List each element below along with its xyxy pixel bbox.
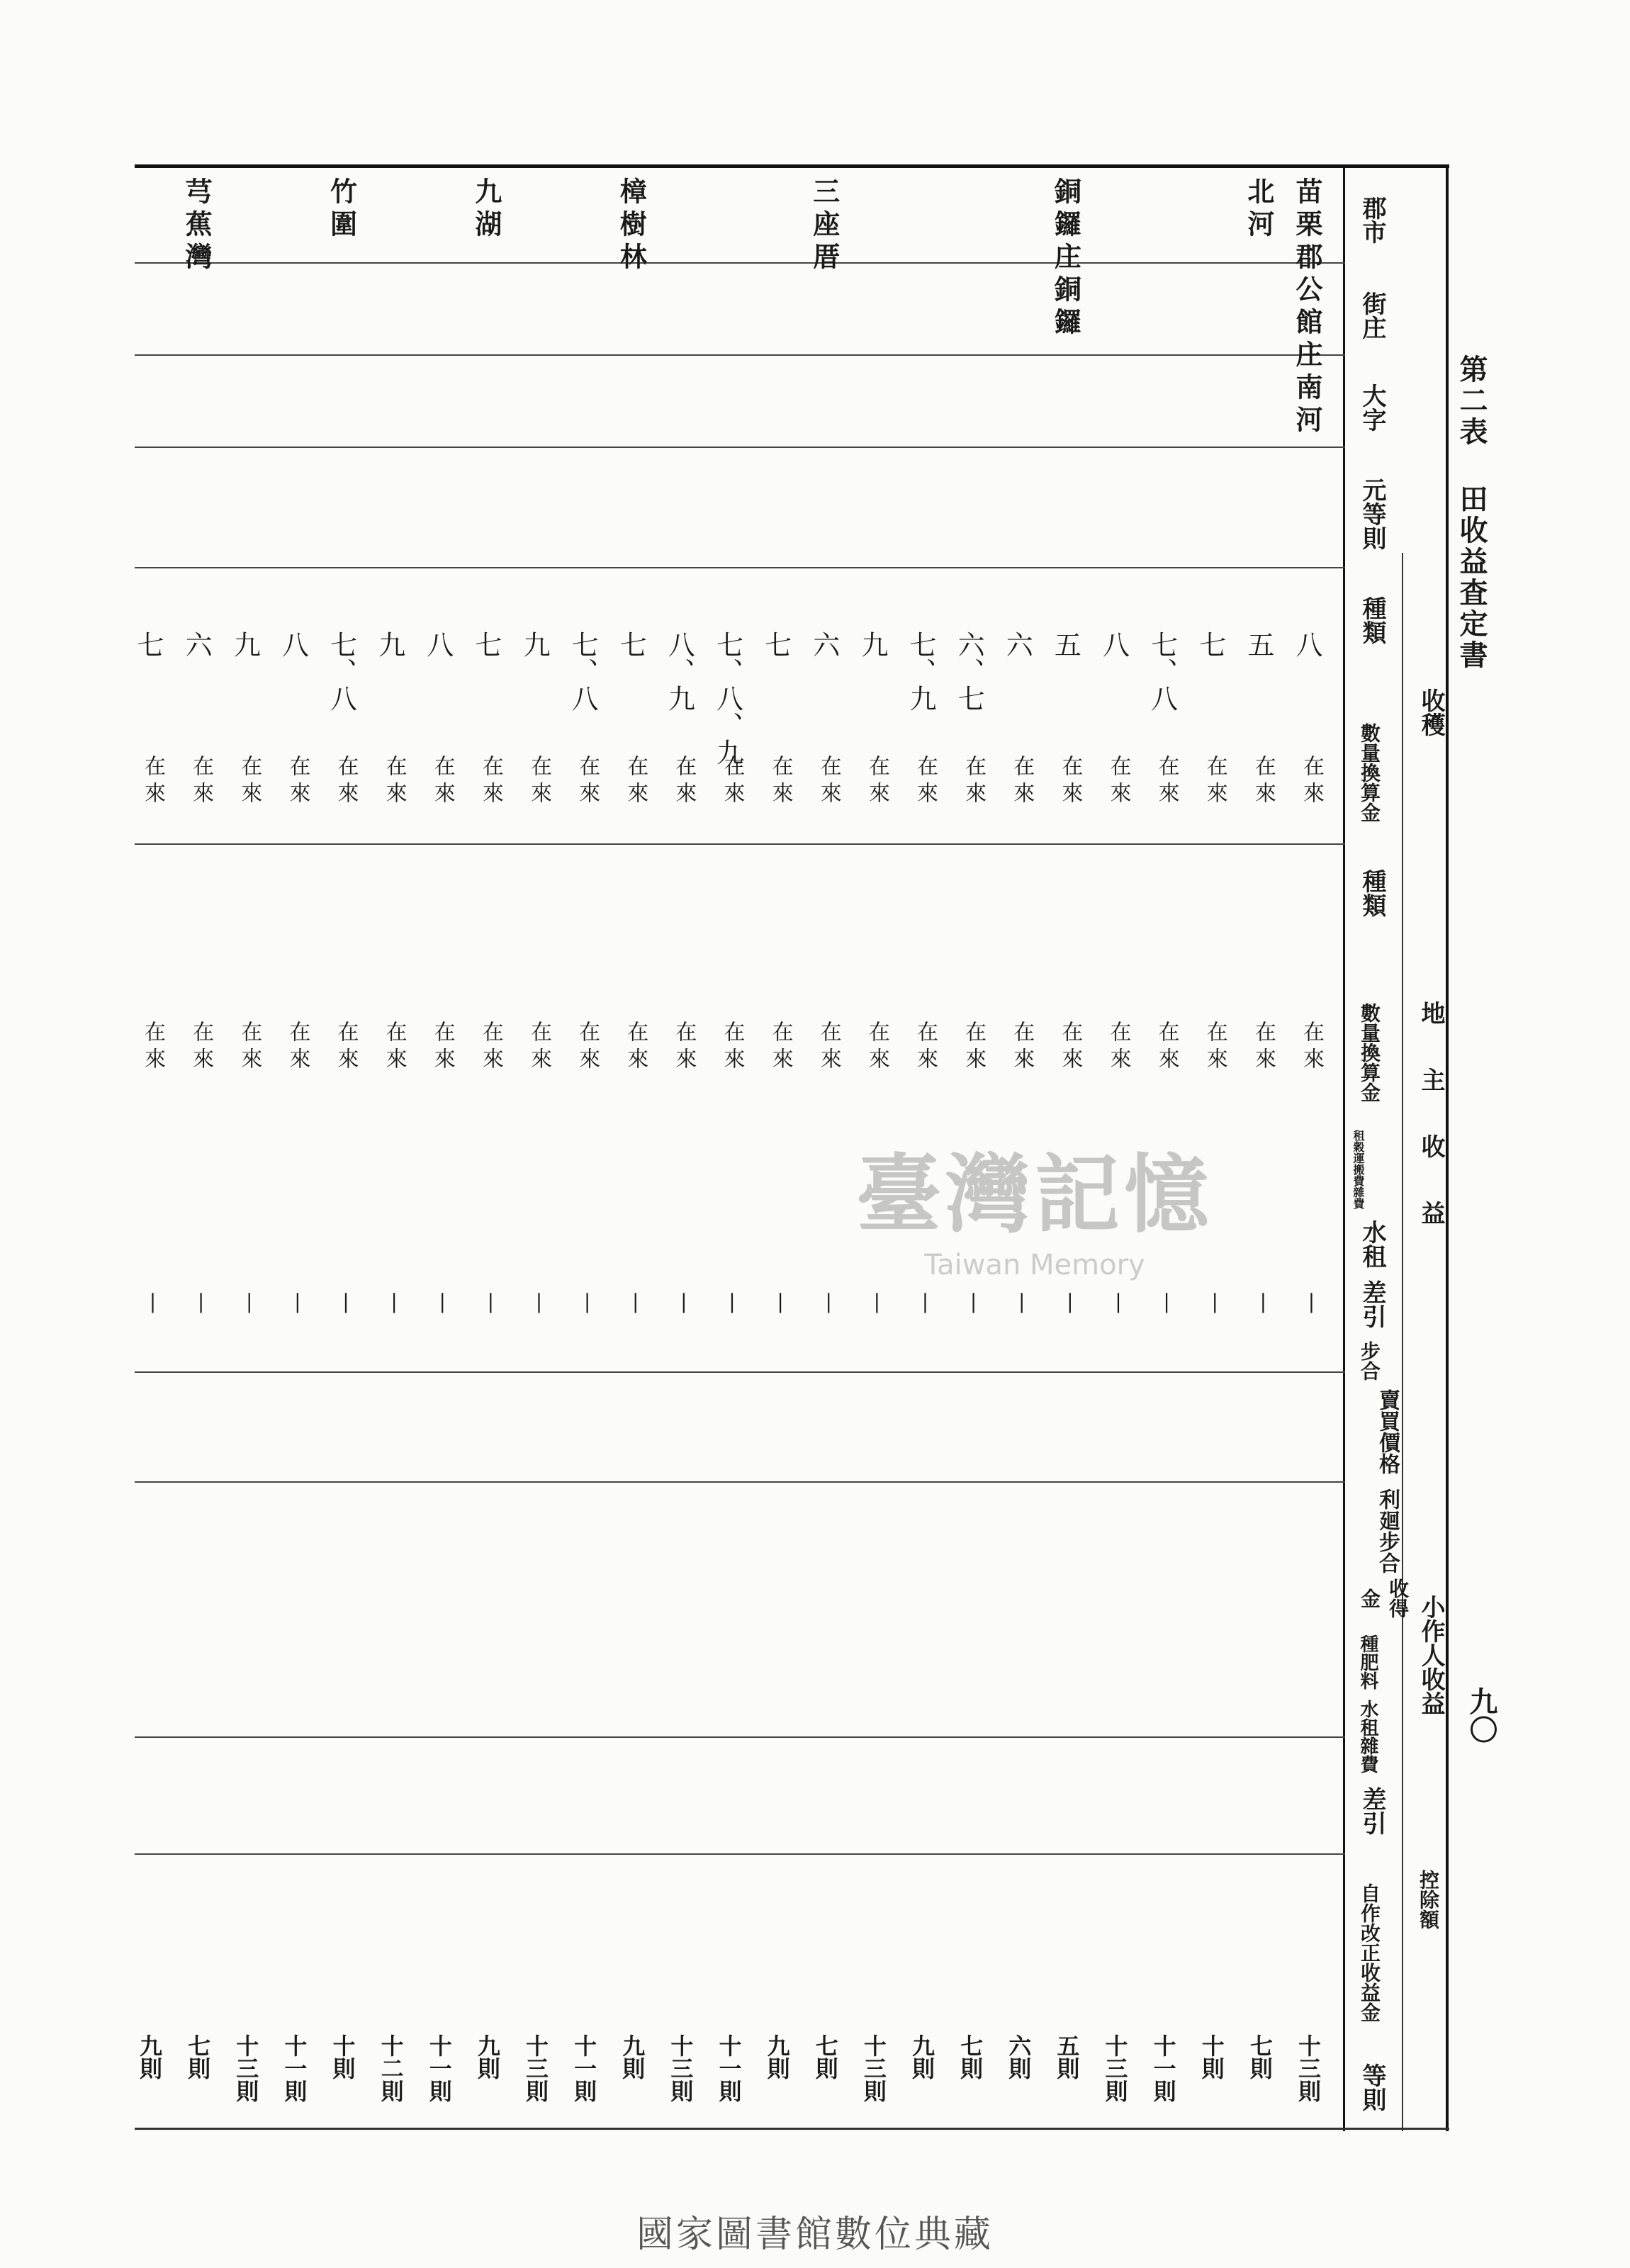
grade-cell: 七、八、九 [712, 631, 743, 765]
header-gun-shi: 郡市 [1358, 196, 1386, 244]
harvest-crop-cell: 在來 [1250, 755, 1276, 809]
rank-cell: 九則 [763, 2034, 791, 2079]
rank-cell: 十三則 [1295, 2034, 1322, 2102]
table-column [127, 170, 164, 2126]
table-column [658, 170, 695, 2126]
landlord-crop-cell: 在來 [478, 1021, 503, 1074]
rank-cell: 十三則 [667, 2034, 695, 2102]
landlord-crop-cell: 在來 [719, 1021, 745, 1074]
fee-dash-cell: | [430, 1290, 454, 1313]
rank-cell: 十一則 [715, 2034, 743, 2102]
grade-cell: 六、七 [953, 631, 985, 712]
header-tenant-income: 收得金 [1358, 1578, 1410, 1618]
header-ratio: 步合 [1358, 1341, 1381, 1381]
fee-dash-cell: | [1154, 1290, 1179, 1313]
rank-cell: 十三則 [522, 2034, 549, 2102]
table-column [513, 170, 550, 2126]
fee-dash-cell: | [334, 1290, 358, 1313]
rank-cell: 五則 [1053, 2034, 1081, 2079]
rank-cell: 九則 [909, 2034, 935, 2079]
grade-cell: 七 [470, 631, 502, 658]
grade-cell: 七、八 [1146, 631, 1178, 712]
fee-dash-cell: | [527, 1290, 551, 1313]
place-name: 九湖 [470, 177, 502, 242]
harvest-crop-cell: 在來 [913, 755, 938, 809]
fee-dash-cell: | [624, 1290, 648, 1313]
grade-cell: 七 [1194, 631, 1226, 658]
table-column [707, 170, 743, 2126]
harvest-crop-cell: 在來 [285, 755, 310, 809]
fee-dash-cell: | [1203, 1290, 1227, 1313]
fee-dash-cell: | [816, 1290, 841, 1313]
landlord-crop-cell: 在來 [429, 1021, 455, 1074]
harvest-crop-cell: 在來 [719, 755, 745, 809]
harvest-crop-cell: 在來 [1106, 755, 1131, 809]
page-number: 九〇 [1465, 1687, 1498, 1744]
landlord-crop-cell: 在來 [1202, 1021, 1227, 1074]
place-name: 樟樹林 [615, 177, 648, 275]
harvest-crop-cell: 在來 [816, 755, 841, 809]
landlord-crop-cell: 在來 [864, 1021, 889, 1074]
grade-cell: 九 [856, 631, 888, 658]
place-name: 苗栗郡公館庄南河 [1291, 177, 1323, 438]
landlord-crop-cell: 在來 [768, 1021, 793, 1074]
header-gai-zhuang: 街庄 [1358, 291, 1386, 339]
landlord-crop-cell: 在來 [961, 1021, 987, 1074]
grade-cell: 六 [1001, 631, 1033, 658]
landlord-crop-cell: 在來 [913, 1021, 938, 1074]
header-tenant-seed: 種肥料 [1357, 1634, 1378, 1690]
fee-dash-cell: | [478, 1290, 502, 1313]
landlord-crop-cell: 在來 [140, 1021, 165, 1074]
landlord-crop-cell: 在來 [816, 1021, 841, 1074]
table-column [609, 170, 646, 2126]
harvest-crop-cell: 在來 [527, 755, 551, 809]
harvest-crop-cell: 在來 [1009, 755, 1035, 809]
fee-dash-cell: | [1106, 1290, 1130, 1313]
fee-dash-cell: | [1251, 1290, 1275, 1313]
landlord-crop-cell: 在來 [1009, 1021, 1035, 1074]
fee-dash-cell: | [382, 1290, 406, 1313]
grade-cell: 七 [760, 631, 792, 658]
rank-cell: 十三則 [1101, 2034, 1129, 2102]
grade-cell: 八 [1291, 631, 1322, 658]
harvest-crop-cell: 在來 [478, 755, 503, 809]
harvest-crop-cell: 在來 [429, 755, 455, 809]
table-column [465, 170, 502, 2126]
grade-cell: 九 [373, 631, 405, 658]
harvest-crop-cell: 在來 [381, 755, 407, 809]
header-divider [1343, 164, 1345, 2131]
header-landlord-kind: 種類 [1358, 869, 1386, 917]
landlord-crop-cell: 在來 [333, 1021, 359, 1074]
fee-dash-cell: | [1300, 1290, 1323, 1313]
rank-cell: 九則 [473, 2034, 501, 2079]
rank-cell: 十一則 [281, 2034, 308, 2102]
table-column [417, 170, 454, 2126]
header-tenant-diff: 差引 [1358, 1787, 1386, 1835]
fee-dash-cell: | [672, 1290, 696, 1313]
watermark-logo: 臺灣記憶 [856, 1145, 1213, 1245]
rank-cell: 六則 [1005, 2034, 1033, 2079]
landlord-crop-cell: 在來 [285, 1021, 310, 1074]
table-border-bottom [135, 2128, 1449, 2130]
fee-dash-cell: | [141, 1290, 164, 1313]
table-column [175, 170, 212, 2126]
fee-dash-cell: | [914, 1290, 937, 1313]
fee-dash-cell: | [768, 1290, 792, 1313]
grade-cell: 七、八 [325, 631, 357, 712]
header-water: 水租 [1358, 1220, 1386, 1268]
header-rank: 等則 [1358, 2063, 1386, 2111]
place-name: 三座厝 [808, 177, 841, 275]
table-column [369, 170, 405, 2126]
landlord-crop-cell: 在來 [1154, 1021, 1179, 1074]
table-column [320, 170, 357, 2126]
place-name: 北河 [1242, 177, 1275, 242]
harvest-crop-cell: 在來 [140, 755, 165, 809]
fee-dash-cell: | [575, 1290, 600, 1313]
landlord-crop-cell: 在來 [1106, 1021, 1131, 1074]
rank-cell: 七則 [957, 2034, 984, 2079]
rank-cell: 十則 [329, 2034, 356, 2079]
header-sale: 賣買價格 [1375, 1389, 1400, 1474]
landlord-crop-cell: 在來 [1250, 1021, 1276, 1074]
harvest-crop-cell: 在來 [575, 755, 600, 809]
rank-cell: 九則 [619, 2034, 646, 2079]
fee-dash-cell: | [720, 1290, 744, 1313]
landlord-crop-cell: 在來 [1057, 1021, 1083, 1074]
rank-cell: 十二則 [377, 2034, 405, 2102]
harvest-crop-cell: 在來 [1202, 755, 1227, 809]
header-diff: 差引 [1358, 1280, 1386, 1328]
grade-cell: 九 [229, 631, 261, 658]
header-tenant: 小作人收益 [1417, 1595, 1445, 1715]
landlord-crop-cell: 在來 [527, 1021, 551, 1074]
header-yield: 利廻步合 [1375, 1488, 1400, 1573]
fee-dash-cell: | [189, 1290, 213, 1313]
rank-cell: 九則 [136, 2034, 163, 2079]
header-grade: 元等則 [1358, 478, 1386, 550]
header-landlord-qty: 數量換算金 [1358, 1003, 1381, 1102]
rank-cell: 七則 [1246, 2034, 1274, 2079]
place-name: 銅鑼庄銅鑼 [1050, 177, 1082, 340]
header-tenant-misc: 水租雜費 [1357, 1700, 1378, 1773]
header-inner-divider [1402, 553, 1403, 2131]
fee-dash-cell: | [865, 1290, 889, 1313]
rank-cell: 十則 [1198, 2034, 1225, 2079]
harvest-crop-cell: 在來 [671, 755, 697, 809]
table-column [223, 170, 260, 2126]
rank-cell: 十三則 [232, 2034, 260, 2102]
header-deduct: 控除額 [1417, 1870, 1440, 1929]
harvest-crop-cell: 在來 [333, 755, 359, 809]
grade-cell: 七 [615, 631, 647, 658]
harvest-crop-cell: 在來 [768, 755, 793, 809]
rank-cell: 十一則 [1150, 2034, 1177, 2102]
table-column [755, 170, 792, 2126]
grade-cell: 八 [422, 631, 454, 658]
place-name: 芎蕉灣 [181, 177, 213, 275]
harvest-crop-cell: 在來 [1154, 755, 1179, 809]
header-harvest-kind: 種類 [1358, 596, 1386, 644]
grade-cell: 五 [1242, 631, 1274, 658]
landlord-crop-cell: 在來 [189, 1021, 214, 1074]
fee-dash-cell: | [1010, 1290, 1034, 1313]
landlord-crop-cell: 在來 [671, 1021, 697, 1074]
fee-dash-cell: | [1058, 1290, 1082, 1313]
harvest-crop-cell: 在來 [961, 755, 987, 809]
grade-cell: 八 [1098, 631, 1130, 658]
landlord-crop-cell: 在來 [1299, 1021, 1324, 1074]
grade-cell: 七、八 [567, 631, 599, 712]
watermark [808, 1127, 1261, 1281]
rank-cell: 七則 [184, 2034, 212, 2079]
landlord-crop-cell: 在來 [237, 1021, 262, 1074]
rank-cell: 十一則 [570, 2034, 598, 2102]
header-landlord-fees: 租穀運搬費雜費 [1351, 1130, 1365, 1209]
header-harvest: 收穫 [1417, 688, 1445, 736]
rank-cell: 十三則 [860, 2034, 887, 2102]
landlord-crop-cell: 在來 [381, 1021, 407, 1074]
grade-cell: 九 [519, 631, 550, 658]
header-da-zi: 大字 [1358, 383, 1386, 432]
grade-cell: 八、九 [663, 631, 695, 712]
harvest-crop-cell: 在來 [237, 755, 262, 809]
table-column [1286, 170, 1322, 2126]
harvest-crop-cell: 在來 [189, 755, 214, 809]
fee-dash-cell: | [237, 1290, 262, 1313]
header-corrected: 自作改正收益金 [1358, 1883, 1381, 2022]
header-harvest-qty: 數量換算金 [1358, 723, 1381, 822]
header-landlord: 地主收益 [1417, 1001, 1445, 1267]
grade-cell: 六 [181, 631, 213, 658]
grade-cell: 五 [1050, 631, 1081, 658]
harvest-crop-cell: 在來 [864, 755, 889, 809]
rank-cell: 十一則 [425, 2034, 453, 2102]
fee-dash-cell: | [286, 1290, 310, 1313]
landlord-crop-cell: 在來 [575, 1021, 600, 1074]
grade-cell: 六 [808, 631, 840, 658]
grade-cell: 七 [133, 631, 164, 658]
harvest-crop-cell: 在來 [623, 755, 648, 809]
rank-cell: 七則 [811, 2034, 839, 2079]
grade-cell: 七、九 [905, 631, 936, 712]
landlord-crop-cell: 在來 [623, 1021, 648, 1074]
page-title: 第二表 田收益査定書 [1455, 354, 1488, 671]
footer-credit: 國家圖書館數位典藏 [636, 2213, 994, 2256]
fee-dash-cell: | [962, 1290, 986, 1313]
harvest-crop-cell: 在來 [1057, 755, 1083, 809]
harvest-crop-cell: 在來 [1299, 755, 1324, 809]
table-column [271, 170, 308, 2126]
place-name: 竹圍 [325, 177, 358, 242]
table-column [561, 170, 598, 2126]
grade-cell: 八 [277, 631, 309, 658]
watermark-logo-text: Taiwan Memory [924, 1249, 1145, 1281]
